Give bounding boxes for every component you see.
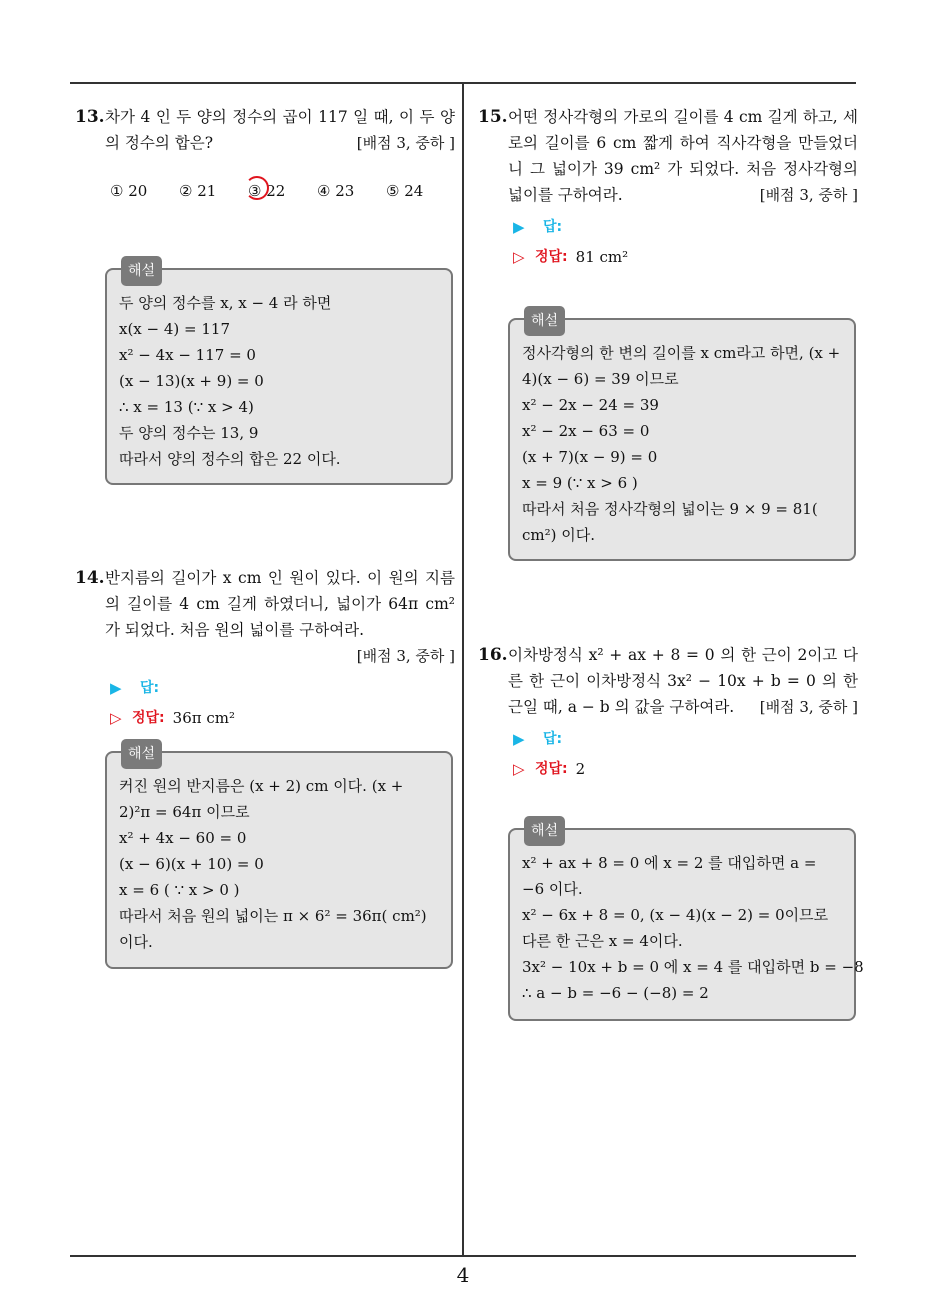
correct-label: 정답: [535,249,568,265]
choice-list [110,178,455,204]
problem-number: 14. [75,568,105,588]
open-triangle-icon: ▷ [513,248,525,266]
problem-text: 이차방정식 x² + ax + 8 = 0 의 한 근이 2이고 다른 한 근이 이차방정식 3x² − 10x + b = 0 의 한 근일 때, a − b 의 값을 구하여라. [508,646,858,716]
problem-number: 15. [478,107,508,127]
solution-tag: 해설 [121,256,162,286]
solution-line: (x − 6)(x + 10) = 0 [119,855,264,873]
solution-line: x = 6 ( ∵ x > 0 ) [119,881,240,899]
solution-line: x² + ax + 8 = 0 에 x = 2 를 대입하면 a = −6 이다. [522,854,817,898]
solution-tag: 해설 [524,816,565,846]
solution-line: 따라서 처음 정사각형의 넓이는 9 × 9 = 81( cm²) 이다. [522,500,818,544]
problem-13 [75,104,455,204]
solution-line: x(x − 4) = 117 [119,320,231,338]
solution-tag: 해설 [121,739,162,769]
solution-line: 커진 원의 반지름은 (x + 2) cm 이다. (x + 2)²π = 64π 이므로 [119,777,404,821]
correct-answer-line [110,705,455,731]
problem-meta: [배점 3, 중하 ] [759,186,858,204]
correct-value: 2 [575,760,586,778]
problem-number: 16. [478,645,508,665]
problem-text: 반지름의 길이가 x cm 인 원이 있다. 이 원의 지름의 길이를 4 cm 길게 하였더니, 넓이가 64π cm² 가 되었다. 처음 원의 넓이를 구하여라. [105,569,455,639]
choice-2[interactable]: ② 21 [179,182,217,200]
open-triangle-icon: ▷ [513,760,525,778]
column-divider [462,82,464,1256]
correct-value: 36π cm² [172,709,236,727]
problem-number: 13. [75,107,105,127]
solution-line: x² − 2x − 63 = 0 [522,422,650,440]
correct-value: 81 cm² [575,248,629,266]
solution-line: ∴ a − b = −6 − (−8) = 2 [522,984,709,1002]
solution-box-15 [508,313,856,561]
solution-line: (x + 7)(x − 9) = 0 [522,448,658,466]
filled-triangle-icon: ▶ [513,218,525,236]
solution-line: 따라서 양의 정수의 합은 22 이다. [119,450,341,468]
problem-15 [478,104,858,270]
solution-line: 두 양의 정수를 x, x − 4 라 하면 [119,294,332,312]
correct-label: 정답: [132,710,165,726]
solution-box-13 [105,263,453,485]
solution-line: 두 양의 정수는 13, 9 [119,424,259,442]
solution-line: ∴ x = 13 (∵ x > 4) [119,398,254,416]
choice-1[interactable]: ① 20 [110,182,148,200]
filled-triangle-icon: ▶ [110,679,122,697]
solution-line: x² − 6x + 8 = 0, (x − 4)(x − 2) = 0이므로 [522,906,829,924]
solution-line: (x − 13)(x + 9) = 0 [119,372,264,390]
correct-answer-line [513,756,858,782]
problem-meta: [배점 3, 중하 ] [759,698,858,716]
problem-text: 차가 4 인 두 양의 정수의 곱이 117 일 때, 이 두 양의 정수의 합은? [105,108,455,152]
problem-14 [75,565,455,731]
solution-line: 따라서 처음 원의 넓이는 π × 6² = 36π( cm²) 이다. [119,907,427,951]
answer-line [110,675,455,701]
open-triangle-icon: ▷ [110,709,122,727]
solution-line: x = 9 (∵ x > 6 ) [522,474,638,492]
correct-label: 정답: [535,761,568,777]
answer-label: 답: [140,680,160,696]
problem-16 [478,642,858,782]
problem-text: 어떤 정사각형의 가로의 길이를 4 cm 길게 하고, 세로의 길이를 6 cm 짧게 하여 직사각형을 만들었더니 그 넓이가 39 cm² 가 되었다. 처음 정사각형의 넓이를 구하여라. [508,108,858,204]
solution-line: 정사각형의 한 변의 길이를 x cm라고 하면, (x + 4)(x − 6) = 39 이므로 [522,344,841,388]
answer-label: 답: [543,219,563,235]
filled-triangle-icon: ▶ [513,730,525,748]
problem-meta: [배점 3, 중하 ] [356,134,455,152]
problem-meta: [배점 3, 중하 ] [356,647,455,665]
solution-box-16 [508,823,864,1021]
choice-5[interactable]: ⑤ 24 [386,182,424,200]
correct-answer-line [513,244,858,270]
answer-line [513,726,858,752]
selected-circle-mark [245,176,269,200]
solution-line: x² + 4x − 60 = 0 [119,829,247,847]
answer-line [513,214,858,240]
solution-line: 다른 한 근은 x = 4이다. [522,932,683,950]
bottom-rule [70,1255,856,1257]
solution-line: x² − 2x − 24 = 39 [522,396,659,414]
choice-3-selected[interactable]: ③ 22 [248,178,317,204]
solution-line: x² − 4x − 117 = 0 [119,346,256,364]
solution-box-14 [105,746,453,969]
solution-tag: 해설 [524,306,565,336]
page-number: 4 [456,1263,470,1287]
solution-line: 3x² − 10x + b = 0 에 x = 4 를 대입하면 b = −8 [522,958,864,976]
answer-label: 답: [543,731,563,747]
choice-4[interactable]: ④ 23 [317,182,355,200]
